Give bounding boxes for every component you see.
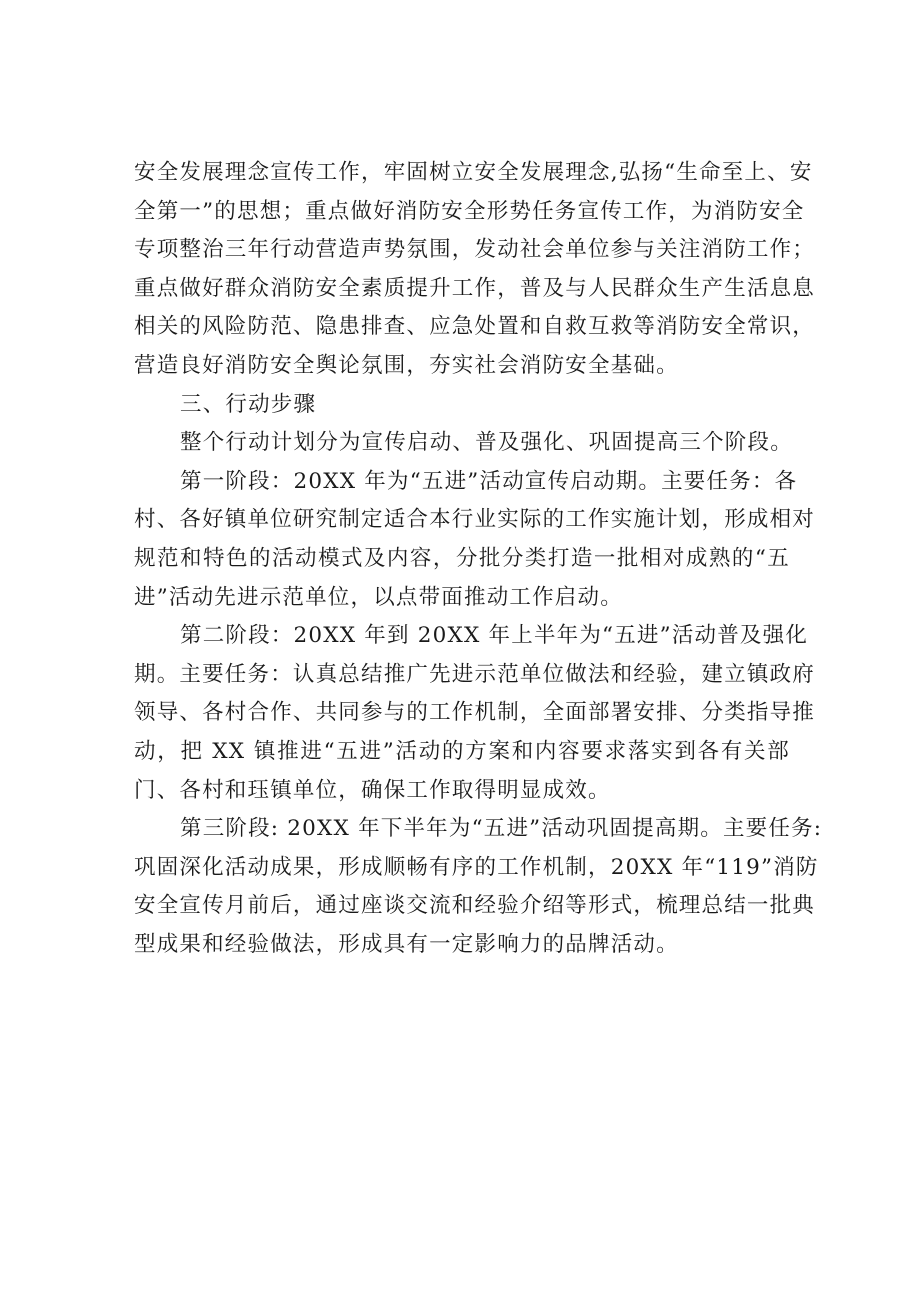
paragraph-line: 专项整治三年行动营造声势氛围，发动社会单位参与关注消防工作； [134, 237, 816, 263]
paragraph-line: 村、各好镇单位研究制定适合本行业实际的工作实施计划，形成相对 [134, 507, 816, 533]
paragraph-line: 整个行动计划分为宣传启动、普及强化、巩固提高三个阶段。 [180, 430, 793, 456]
paragraph-line: 第三阶段: 20XX 年下半年为“五进”活动巩固提高期。主要任务: [180, 816, 823, 842]
paragraph-line: 第一阶段：20XX 年为“五进”活动宣传启动期。主要任务：各 [180, 468, 798, 494]
section-heading: 三、行动步骤 [180, 391, 317, 417]
paragraph-line: 期。主要任务：认真总结推广先进示范单位做法和经验，建立镇政府 [134, 661, 816, 687]
paragraph-line: 门、各村和珏镇单位，确保工作取得明显成效。 [134, 777, 611, 803]
paragraph-line: 第二阶段：20XX 年到 20XX 年上半年为“五进”活动普及强化 [180, 623, 809, 649]
paragraph-line: 安全发展理念宣传工作，牢固树立安全发展理念,弘扬“生命至上、安 [134, 160, 813, 185]
paragraph-line: 重点做好群众消防安全素质提升工作，普及与人民群众生产生活息息 [134, 275, 816, 301]
paragraph-line: 安全宣传月前后，通过座谈交流和经验介绍等形式，梳理总结一批典 [134, 893, 816, 919]
paragraph-line: 进”活动先进示范单位，以点带面推动工作启动。 [134, 584, 623, 610]
paragraph-line: 型成果和经验做法，形成具有一定影响力的品牌活动。 [134, 931, 679, 957]
paragraph-line: 巩固深化活动成果，形成顺畅有序的工作机制，20XX 年“119”消防 [134, 854, 819, 880]
document-body [134, 154, 823, 964]
paragraph-line: 相关的风险防范、隐患排查、应急处置和自救互救等消防安全常识， [134, 314, 816, 340]
paragraph-line: 领导、各村合作、共同参与的工作机制，全面部署安排、分类指导推 [134, 700, 816, 726]
paragraph-line: 规范和特色的活动模式及内容，分批分类打造一批相对成熟的“五 [134, 545, 790, 571]
paragraph-line: 全第一”的思想；重点做好消防安全形势任务宣传工作，为消防安全 [134, 198, 805, 224]
paragraph-line: 动，把 XX 镇推进“五进”活动的方案和内容要求落实到各有关部 [134, 738, 790, 764]
paragraph-line: 营造良好消防安全舆论氛围，夯实社会消防安全基础。 [134, 352, 679, 378]
